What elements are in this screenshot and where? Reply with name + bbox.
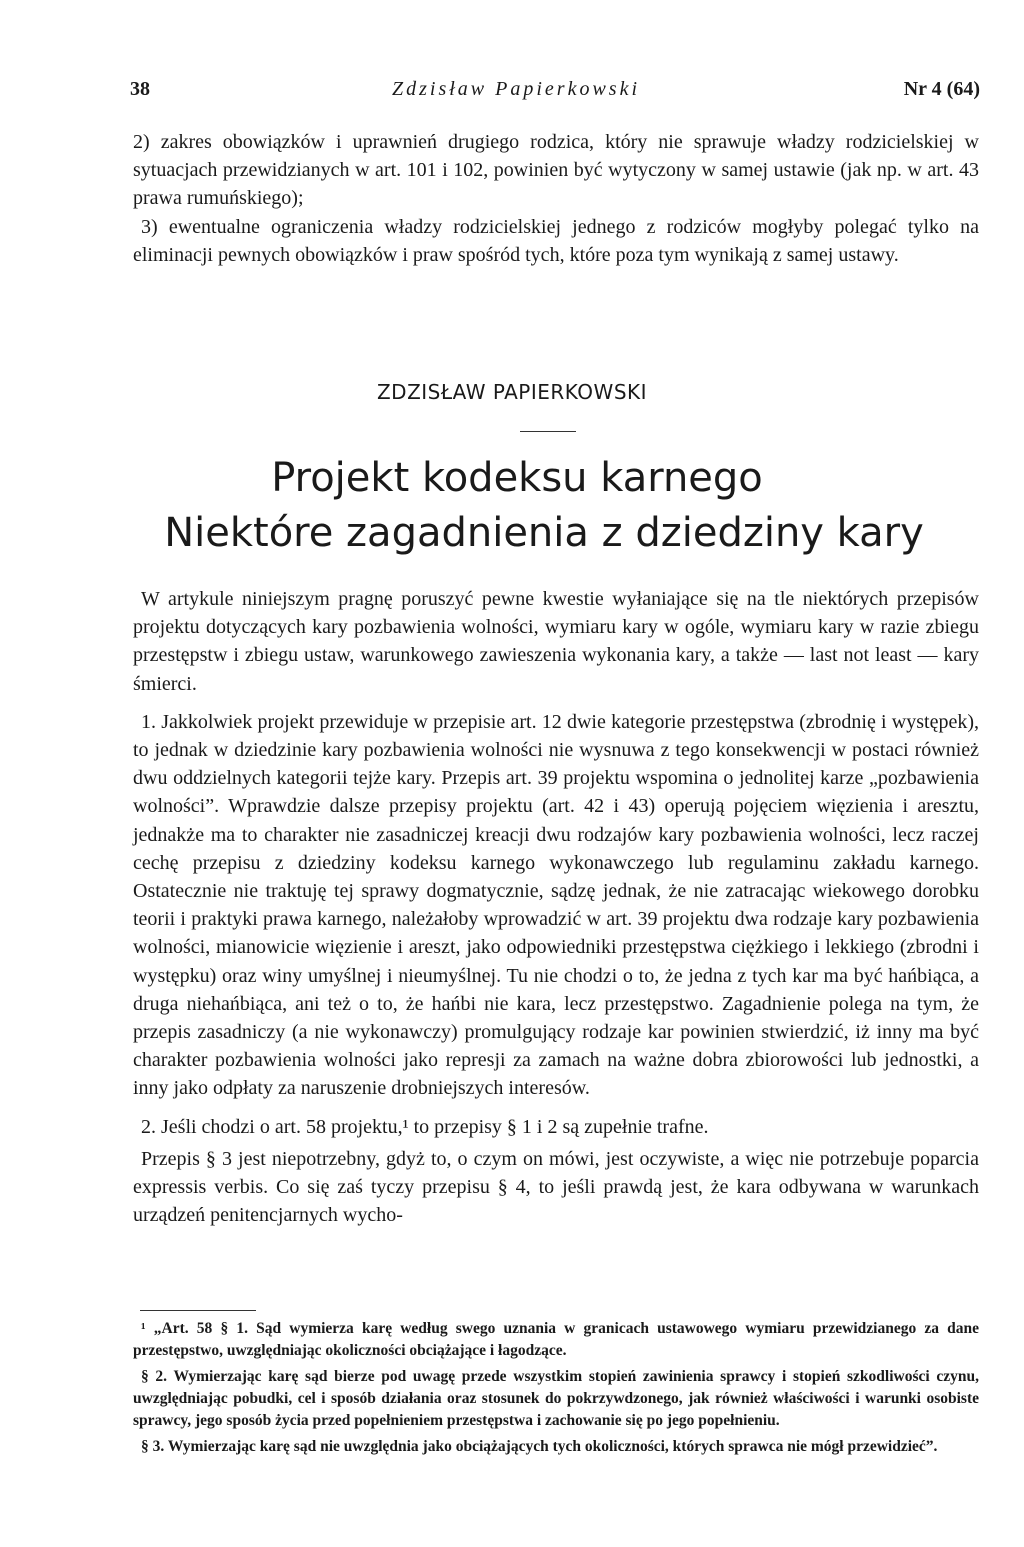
article-body (133, 585, 979, 1239)
section-2-paragraph: 2. Jeśli chodzi o art. 58 projektu,¹ to przepisy § 1 i 2 są zupełnie trafne. (141, 1115, 709, 1138)
footnote-2: § 2. Wymierzając karę sąd bierze pod uwagę przede wszystkim stopień zawinienia sprawcy i stopień szkodliwości czynu, uwzględniając pobudki, cel i sposób działania oraz stosunek do pokrzywdzonego, jak również właściwości i warunki osobiste sprawcy, jego sposób życia przed popełnieniem przestępstwa i zachowanie się po jego popełnieniu. (133, 1368, 979, 1429)
footnote-3: § 3. Wymierzając karę sąd nie uwzględnia jako obciążających tych okoliczności, których sprawca nie mógł przewidzieć”. (141, 1438, 938, 1455)
title-divider (520, 431, 576, 432)
intro-paragraph: W artykule niniejszym pragnę poruszyć pewne kwestie wyłaniające się na tle niektórych przepisów projektu dotyczących kary pozbawienia wolności, wymiaru kary w ogóle, wymiaru kary w razie zbiegu przestępstw i zbiegu ustaw, warunkowego zawieszenia wykonania kary, a także — last not least — kary śmierci. (133, 588, 979, 695)
issue-number: Nr 4 (64) (903, 78, 980, 100)
previous-article-ending (133, 128, 979, 269)
article-title: Projekt kodeksu karnego (271, 455, 763, 501)
footnote-1: ¹ „Art. 58 § 1. Sąd wymierza karę według swego uznania w granicach ustawowego wymiaru przewidzianego za dane przestępstwo, uwzględniając okoliczności obciążające i łagodzące. (133, 1320, 979, 1359)
page-number: 38 (130, 78, 150, 100)
article-subtitle: Niektóre zagadnienia z dziedziny kary (164, 510, 924, 556)
list-item-3: 3) ewentualne ograniczenia władzy rodzicielskiej jednego z rodziców mogłyby polegać tylko na eliminacji pewnych obowiązków i praw spośród tych, które poza tym wynikają z samej ustawy. (133, 215, 979, 266)
running-header (130, 78, 980, 118)
section-1-paragraph: 1. Jakkolwiek projekt przewiduje w przepisie art. 12 dwie kategorie przestępstwa (zbrodnię i występek), to jednak w dziedzinie kary pozbawienia wolności nie wysnuwa z tego konsekwencji w postaci również dwu oddzielnych kategorii tejże kary. Przepis art. 39 projektu wspomina o jednolitej karze „pozbawienia wolności”. Wprawdzie dalsze przepisy projektu (art. 42 i 43) operują pojęciem więzienia i aresztu, jednakże ma to charakter nie zasadniczej kreacji dwu rodzajów kary pozbawienia wolności, lecz raczej cechę przepisu z dziedziny kodeksu karnego wykonawczego lub regulaminu zakładu karnego. Ostatecznie nie traktuję tej sprawy dogmatycznie, sądzę jednak, że nie zatracając wiekowego dorobku teorii i praktyki prawa karnego, należałoby wprowadzić w art. 39 projektu dwa rodzaje kary pozbawienia wolności, mianowicie więzienie i areszt, jako odpowiedniki przestępstwa ciężkiego i lekkiego (zbrodni i występku) oraz winy umyślnej i nieumyślnej. Tu nie chodzi o to, że jedna z tych kar ma być hańbiąca, a druga niehańbiąca, ani też o to, że hańbi nie kara, lecz przestępstwo. Zagadnienie polega na tym, że przepis zasadniczy (a nie wykonawczy) promulgujący rodzaje kar powinien stwierdzić, iż inny ma być charakter pozbawienia wolności jako represji za zamach na ważne dobra zbiorowości lub jednostki, a inny jako odpłaty za naruszenie drobniejszych interesów. (133, 710, 979, 1100)
list-item-2: 2) zakres obowiązków i uprawnień drugiego rodzica, który nie sprawuje władzy rodzicielskiej w sytuacjach przewidzianych w art. 101 i 102, powinien być wytyczony w samej ustawie (jak np. w art. 43 prawa rumuńskiego); (133, 131, 979, 210)
footnotes (133, 1318, 979, 1462)
section-2-continuation: Przepis § 3 jest niepotrzebny, gdyż to, o czym on mówi, jest oczywiste, a więc nie potrzebuje poparcia expressis verbis. Co się zaś tyczy przepisu § 4, to jeśli prawdą jest, że kara odbywana w warunkach urządzeń penitencjarnych wycho- (133, 1147, 979, 1227)
running-title: Zdzisław Papierkowski (392, 78, 641, 100)
footnote-divider (140, 1310, 256, 1311)
article-author: ZDZISŁAW PAPIERKOWSKI (376, 380, 648, 404)
